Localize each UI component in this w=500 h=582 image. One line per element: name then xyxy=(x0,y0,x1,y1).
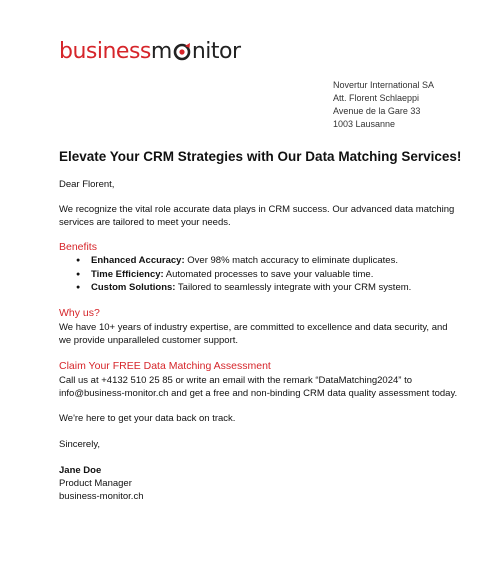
logo-text-m: m xyxy=(150,39,172,64)
benefits-list xyxy=(76,254,411,295)
signature-role: Product Manager xyxy=(59,478,132,489)
signature-name: Jane Doe xyxy=(59,465,102,476)
benefits-heading: Benefits xyxy=(59,241,97,253)
address-line: Att. Florent Schlaeppi xyxy=(333,93,420,103)
list-item xyxy=(76,281,411,295)
benefit-text: Over 98% match accuracy to eliminate duplicates. xyxy=(184,255,398,266)
list-item xyxy=(76,254,411,268)
logo-text-business: business xyxy=(59,39,151,64)
intro-paragraph: We recognize the vital role accurate data plays in CRM success. Our advanced data matching services are tailored to meet your needs. xyxy=(59,204,455,229)
address-line: 1003 Lausanne xyxy=(333,119,396,129)
target-icon xyxy=(172,42,192,62)
business-monitor-logo xyxy=(59,37,241,67)
closing-line: We're here to get your data back on track. xyxy=(59,413,236,424)
benefit-text: Automated processes to save your valuable time. xyxy=(163,268,374,280)
letter-title: Elevate Your CRM Strategies with Our Data Matching Services! xyxy=(59,149,462,164)
logo-text-nitor: nitor xyxy=(191,39,241,64)
address-line: Novertur International SA xyxy=(333,80,435,90)
benefit-label: Enhanced Accuracy: xyxy=(91,255,185,266)
recipient-address xyxy=(333,79,434,131)
why-us-heading: Why us? xyxy=(59,307,100,319)
benefit-label: Time Efficiency: xyxy=(91,268,164,280)
signature-website: business-monitor.ch xyxy=(59,491,144,502)
list-item xyxy=(76,268,411,282)
benefit-text: Tailored to seamlessly integrate with your CRM system. xyxy=(175,282,412,293)
greeting: Dear Florent, xyxy=(59,179,115,190)
benefit-label: Custom Solutions: xyxy=(91,282,176,293)
signoff: Sincerely, xyxy=(59,439,101,450)
claim-paragraph: Call us at +4132 510 25 85 or write an email with the remark “DataMatching2024” to info@business-monitor.ch and get a free and non-binding CRM data quality assessment today. xyxy=(59,375,458,400)
claim-heading: Claim Your FREE Data Matching Assessment xyxy=(59,360,271,372)
why-us-paragraph: We have 10+ years of industry expertise, are committed to excellence and data security, and we provide unparalleled customer support. xyxy=(59,322,448,347)
address-line: Avenue de la Gare 33 xyxy=(333,106,421,116)
